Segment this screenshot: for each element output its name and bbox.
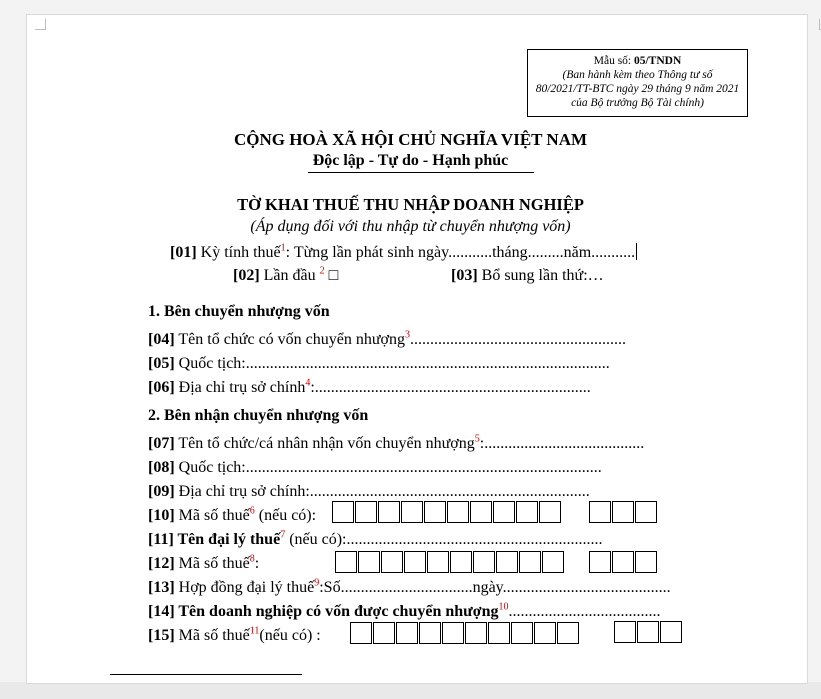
field-value-dots[interactable]: ................................................................ — [346, 531, 603, 548]
field-value-dots[interactable]: ......................................................................................... — [245, 459, 602, 476]
tax-code-digit-box[interactable] — [470, 501, 492, 523]
form-code-line — [528, 54, 747, 68]
field-value-dots[interactable]: :..................................................................... — [310, 379, 591, 396]
footnote-ref: 9 — [314, 577, 320, 589]
tax-code-branch-box[interactable] — [635, 551, 657, 573]
field-04-org-name — [148, 331, 626, 349]
tax-code-digit-box[interactable] — [419, 622, 441, 644]
field-label: Kỳ tính thuế — [196, 244, 281, 261]
tax-code-digit-box[interactable] — [404, 551, 426, 573]
footnote-ref: 4 — [305, 377, 311, 389]
field-label: Hợp đồng đại lý thuế — [174, 579, 315, 596]
tax-code-digit-box[interactable] — [381, 551, 403, 573]
form-code-prefix: Mẫu số: — [593, 55, 634, 67]
tax-code-digit-box[interactable] — [424, 501, 446, 523]
tax-code-branch-box[interactable] — [589, 501, 611, 523]
motto-underline — [308, 172, 534, 173]
form-issue-line-3: của Bộ trưởng Bộ Tài chính) — [571, 97, 704, 109]
tax-code-boxes-12 — [335, 551, 565, 573]
tax-code-boxes-10 — [332, 501, 562, 523]
field-code: [14] — [148, 603, 175, 620]
tax-code-digit-box[interactable] — [447, 501, 469, 523]
field-code: [06] — [148, 379, 175, 396]
tax-code-branch-box[interactable] — [612, 501, 634, 523]
tax-code-branch-box[interactable] — [612, 551, 634, 573]
footnote-ref: 5 — [474, 433, 480, 445]
field-08-nationality — [148, 459, 602, 477]
field-code: [03] — [451, 267, 478, 284]
tax-code-digit-box[interactable] — [534, 622, 556, 644]
tax-code-digit-box[interactable] — [519, 551, 541, 573]
tax-code-branch-box[interactable] — [589, 551, 611, 573]
tax-code-digit-box[interactable] — [358, 551, 380, 573]
footnote-separator-line — [110, 674, 302, 675]
tax-code-digit-box[interactable] — [511, 622, 533, 644]
text-cursor — [636, 243, 637, 260]
field-label: Lần đầu — [259, 267, 320, 284]
field-09-head-office — [148, 483, 590, 501]
tax-code-digit-box[interactable] — [378, 501, 400, 523]
field-label-suffix: (nếu có): — [285, 531, 347, 548]
field-code: [09] — [148, 483, 175, 500]
tax-code-digit-box[interactable] — [396, 622, 418, 644]
footnote-ref: 3 — [405, 329, 410, 341]
tax-code-digit-box[interactable] — [450, 551, 472, 573]
tax-code-branch-box[interactable] — [660, 621, 682, 643]
document-subtitle: (Áp dụng đối với thu nhập từ chuyển nhượng vốn) — [250, 218, 571, 235]
field-code: [10] — [148, 507, 175, 524]
field-label[interactable]: Bổ sung lần thứ:… — [477, 267, 604, 284]
field-02-first-time — [233, 267, 338, 285]
field-value-dots[interactable]: ...................................... — [508, 603, 661, 620]
nation-heading: CỘNG HOÀ XÃ HỘI CHỦ NGHĨA VIỆT NAM — [233, 130, 588, 149]
field-label: Mã số thuế — [174, 627, 250, 644]
tax-code-digit-box[interactable] — [350, 622, 372, 644]
tax-code-digit-box[interactable] — [332, 501, 354, 523]
footnote-ref: 7 — [280, 529, 286, 541]
tax-code-digit-box[interactable] — [557, 622, 579, 644]
field-code: [12] — [148, 555, 175, 572]
tax-code-digit-box[interactable] — [516, 501, 538, 523]
field-value-dots[interactable]: :Số.................................ngày.......................................... — [319, 579, 671, 596]
page-bottom-gutter — [0, 682, 821, 699]
field-value-dots[interactable]: ........................................................................................... — [245, 355, 610, 372]
field-code: [04] — [148, 331, 175, 348]
field-label: Tên tổ chức có vốn chuyển nhượng — [174, 331, 405, 348]
field-label: Địa chỉ trụ sở chính — [174, 379, 306, 396]
tax-code-digit-box[interactable] — [401, 501, 423, 523]
field-07-recipient-name — [148, 435, 644, 453]
field-label-suffix: (nếu có): — [254, 507, 317, 524]
form-issue-line-2: 80/2021/TT-BTC ngày 29 tháng 9 năm 2021 — [535, 83, 740, 95]
tax-code-branch-box[interactable] — [635, 501, 657, 523]
section-2-heading: 2. Bên nhận chuyển nhượng vốn — [148, 407, 369, 424]
tax-code-digit-box[interactable] — [373, 622, 395, 644]
field-label: Tên doanh nghiệp có vốn được chuyển nhượng — [174, 603, 499, 620]
field-value-dots[interactable]: :........................................ — [479, 435, 645, 452]
field-label: Tên tổ chức/cá nhân nhận vốn chuyển nhượng — [174, 435, 475, 452]
field-code: [05] — [148, 355, 175, 372]
tax-code-digit-box[interactable] — [493, 501, 515, 523]
field-value-dots[interactable]: ...................................................................... — [309, 483, 590, 500]
field-code: [11] — [148, 531, 174, 548]
tax-code-branch-box[interactable] — [637, 621, 659, 643]
field-value-dots[interactable]: ...................................................... — [410, 331, 626, 348]
tax-code-digit-box[interactable] — [488, 622, 510, 644]
form-issue-line-1: (Ban hành kèm theo Thông tư số — [562, 69, 713, 81]
tax-code-digit-box[interactable] — [427, 551, 449, 573]
footnote-ref: 6 — [249, 505, 255, 517]
tax-code-branch-boxes-15 — [614, 621, 683, 643]
field-05-nationality — [148, 355, 610, 373]
footnote-ref: 1 — [280, 242, 286, 254]
field-label-suffix: (nếu có) : — [259, 627, 321, 644]
tax-code-digit-box[interactable] — [465, 622, 487, 644]
tax-code-branch-boxes-10 — [589, 501, 658, 523]
tax-code-digit-box[interactable] — [355, 501, 377, 523]
motto-heading: Độc lập - Tự do - Hạnh phúc — [312, 152, 509, 169]
field-15-enterprise-tax-code — [148, 627, 321, 645]
tax-code-boxes-15 — [350, 622, 580, 644]
field-01-tax-period — [170, 243, 637, 262]
section-1-heading: 1. Bên chuyển nhượng vốn — [148, 303, 330, 320]
field-code: [01] — [170, 244, 197, 261]
footnote-ref: 11 — [249, 625, 260, 637]
tax-code-branch-boxes-12 — [589, 551, 658, 573]
field-14-enterprise-name — [148, 603, 661, 621]
footnote-ref: 2 — [319, 265, 325, 277]
field-label: Quốc tịch: — [174, 355, 246, 372]
tax-code-branch-box[interactable] — [614, 621, 636, 643]
field-label: Mã số thuế — [174, 555, 250, 572]
field-code: [08] — [148, 459, 175, 476]
tax-code-digit-box[interactable] — [442, 622, 464, 644]
field-label: Mã số thuế — [174, 507, 250, 524]
footnote-ref: 8 — [249, 553, 255, 565]
tax-code-digit-box[interactable] — [496, 551, 518, 573]
field-03-amendment — [451, 267, 604, 285]
form-code-box — [527, 49, 748, 117]
field-label-suffix: : — [254, 555, 260, 572]
tax-code-digit-box[interactable] — [335, 551, 357, 573]
field-code: [07] — [148, 435, 175, 452]
field-label: Tên đại lý thuế — [173, 531, 281, 548]
field-06-head-office — [148, 379, 591, 397]
field-10-tax-code — [148, 507, 316, 525]
field-11-tax-agent — [148, 531, 603, 549]
field-label: Quốc tịch: — [174, 459, 246, 476]
field-code: [13] — [148, 579, 175, 596]
field-code: [15] — [148, 627, 175, 644]
field-label: Địa chỉ trụ sở chính: — [174, 483, 310, 500]
field-12-agent-tax-code — [148, 555, 259, 573]
tax-code-digit-box[interactable] — [473, 551, 495, 573]
field-13-agent-contract — [148, 579, 671, 597]
field-code: [02] — [233, 267, 260, 284]
tax-code-digit-box[interactable] — [539, 501, 561, 523]
footnote-ref: 10 — [498, 601, 509, 613]
tax-code-digit-box[interactable] — [542, 551, 564, 573]
document-title: TỜ KHAI THUẾ THU NHẬP DOANH NGHIỆP — [237, 195, 584, 214]
form-code: 05/TNDN — [633, 55, 682, 67]
field-value-dots[interactable]: : Từng lần phát sinh ngày...........tháng.........năm........... — [285, 244, 636, 261]
page-margin-corner-mark — [35, 19, 46, 30]
first-time-checkbox[interactable]: □ — [324, 267, 339, 284]
